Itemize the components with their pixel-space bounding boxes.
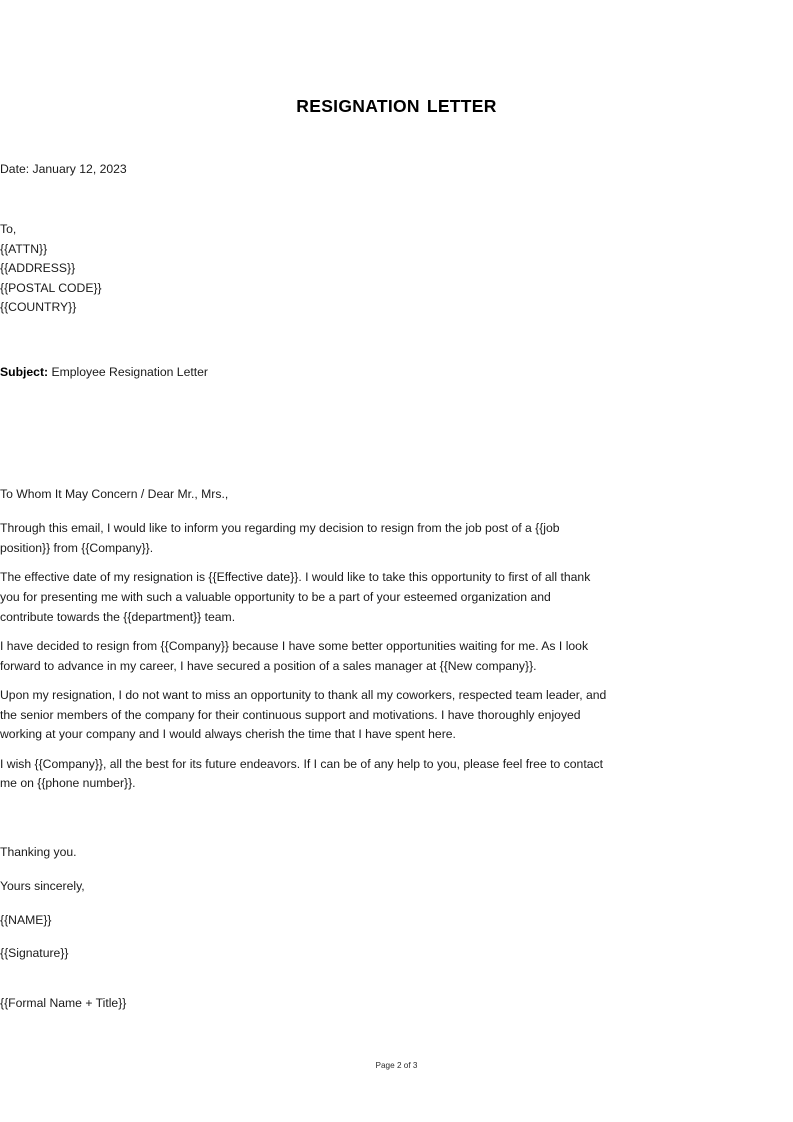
closing-thanks: Thanking you. — [0, 845, 77, 859]
date-line: Date: January 12, 2023 — [0, 162, 127, 176]
page-footer — [0, 1060, 793, 1072]
address-line-country: {{COUNTRY}} — [0, 300, 77, 315]
subject-value: Employee Resignation Letter — [51, 365, 208, 379]
letter-body — [0, 519, 607, 804]
body-paragraph-5: I wish {{Company}}, all the best for its future endeavors. If I can be of any help to you, please feel free to contact me on {{phone number}}. — [0, 756, 603, 791]
subject-block — [0, 363, 607, 383]
address-line-to: To, — [0, 222, 17, 236]
page-number-text: Page 2 of 3 — [375, 1061, 418, 1070]
closing-formal-name-title: {{Formal Name + Title}} — [0, 996, 127, 1011]
page-title — [0, 96, 793, 117]
date-block — [0, 160, 607, 180]
closing-name: {{NAME}} — [0, 912, 52, 927]
address-line-postal-code: {{POSTAL CODE}} — [0, 280, 102, 295]
subject-label: Subject: — [0, 365, 49, 379]
closing-block — [0, 843, 607, 1024]
body-paragraph-3: I have decided to resign from {{Company}} because I have some better opportunities waiting for me. As I look forward to advance in my career, I have secured a position of a sales manager at {{New company}}. — [0, 638, 589, 673]
closing-signature: {{Signature}} — [0, 946, 69, 961]
title-word-resignation: RESIGNATION — [296, 96, 420, 116]
recipient-address-block — [0, 220, 607, 318]
address-line-attn: {{ATTN}} — [0, 241, 48, 256]
closing-sign-off: Yours sincerely, — [0, 878, 85, 893]
salutation-block — [0, 485, 607, 505]
title-word-letter: LETTER — [426, 96, 497, 116]
body-paragraph-4: Upon my resignation, I do not want to miss an opportunity to thank all my coworkers, respected team leader, and the senior members of the company for their continuous support and motivations. I have thoroughly enjoyed working at your company and I would always cherish the time that I have spent here. — [0, 687, 607, 742]
body-paragraph-2: The effective date of my resignation is {{Effective date}}. I would like to take this opportunity to first of all thank you for presenting me with such a valuable opportunity to be a part of your esteemed organization and contribute towards the {{department}} team. — [0, 569, 591, 624]
salutation-line: To Whom It May Concern / Dear Mr., Mrs., — [0, 487, 229, 501]
address-line-street: {{ADDRESS}} — [0, 261, 76, 276]
body-paragraph-1: Through this email, I would like to inform you regarding my decision to resign from the job post of a {{job position}} from {{Company}}. — [0, 521, 560, 555]
subject-line — [0, 363, 607, 383]
